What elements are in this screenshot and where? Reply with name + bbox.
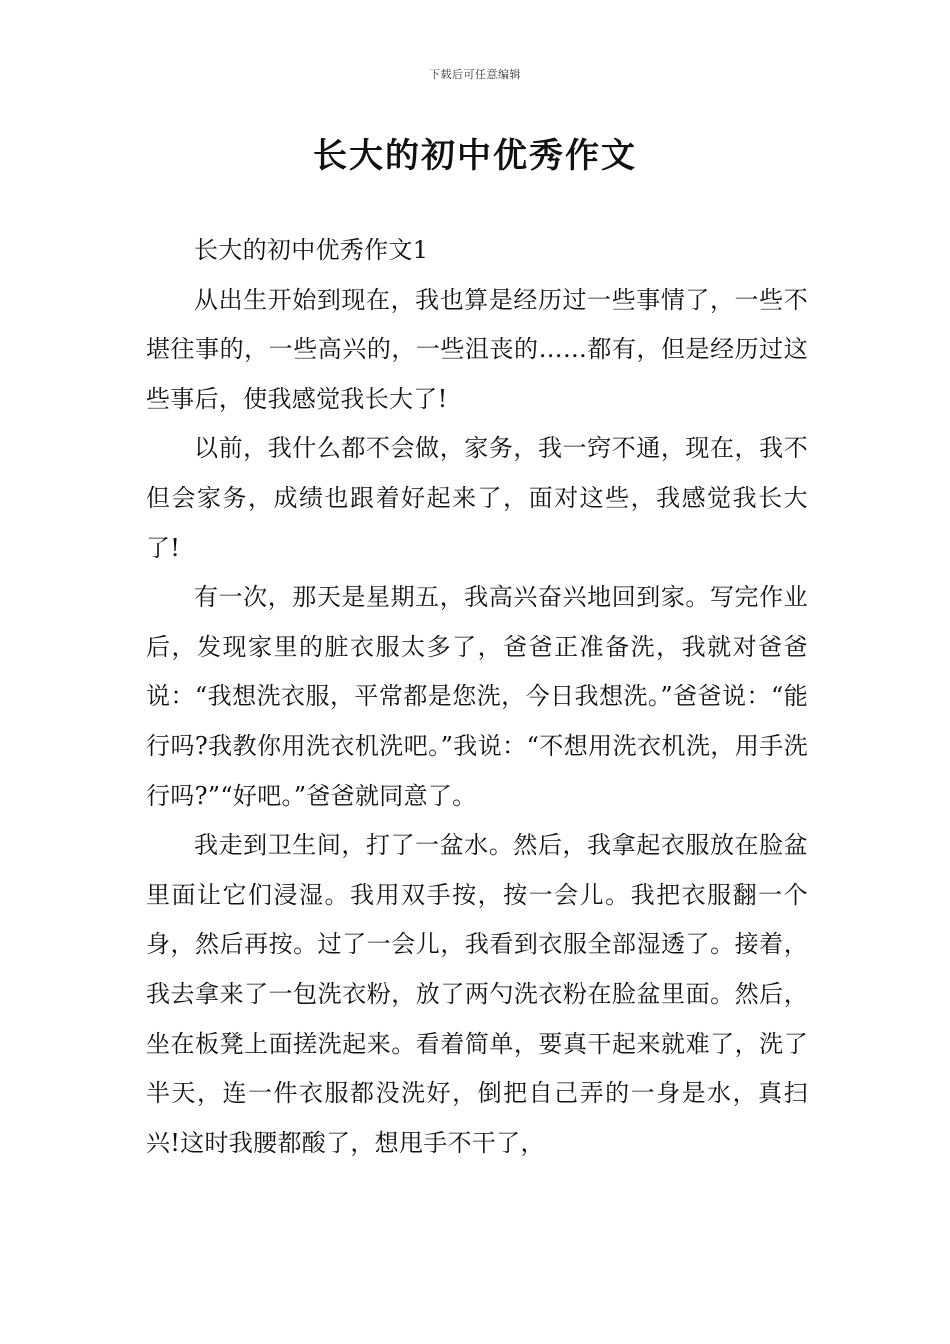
header-note: 下载后可任意编辑 xyxy=(429,68,521,81)
document-body xyxy=(146,226,808,1168)
document-title: 长大的初中优秀作文 xyxy=(313,136,637,176)
paragraph-1: 从出生开始到现在，我也算是经历过一些事情了，一些不堪往事的，一些高兴的，一些沮丧的……都有，但是经历过这些事后，使我感觉我长大了! xyxy=(146,285,808,413)
paragraph-3: 有一次，那天是星期五，我高兴奋兴地回到家。写完作业后，发现家里的脏衣服太多了，爸爸正准备洗，我就对爸爸说：“我想洗衣服，平常都是您洗，今日我想洗。”爸爸说：“能行吗?我教你用洗衣机洗吧。”我说：“不想用洗衣机洗，用手洗行吗?”“好吧。”爸爸就同意了。 xyxy=(146,583,808,810)
paragraph-4: 我走到卫生间，打了一盆水。然后，我拿起衣服放在脸盆里面让它们浸湿。我用双手按，按一会儿。我把衣服翻一个身，然后再按。过了一会儿，我看到衣服全部湿透了。接着，我去拿来了一包洗衣粉，放了两勺洗衣粉在脸盆里面。然后，坐在板凳上面搓洗起来。看着简单，要真干起来就难了，洗了半天，连一件衣服都没洗好，倒把自己弄的一身是水，真扫兴!这时我腰都酸了，想甩手不干了， xyxy=(146,831,808,1157)
essay-subtitle: 长大的初中优秀作文1 xyxy=(194,236,429,264)
paragraph-2: 以前，我什么都不会做，家务，我一窍不通，现在，我不但会家务，成绩也跟着好起来了，面对这些，我感觉我长大了! xyxy=(146,434,808,562)
